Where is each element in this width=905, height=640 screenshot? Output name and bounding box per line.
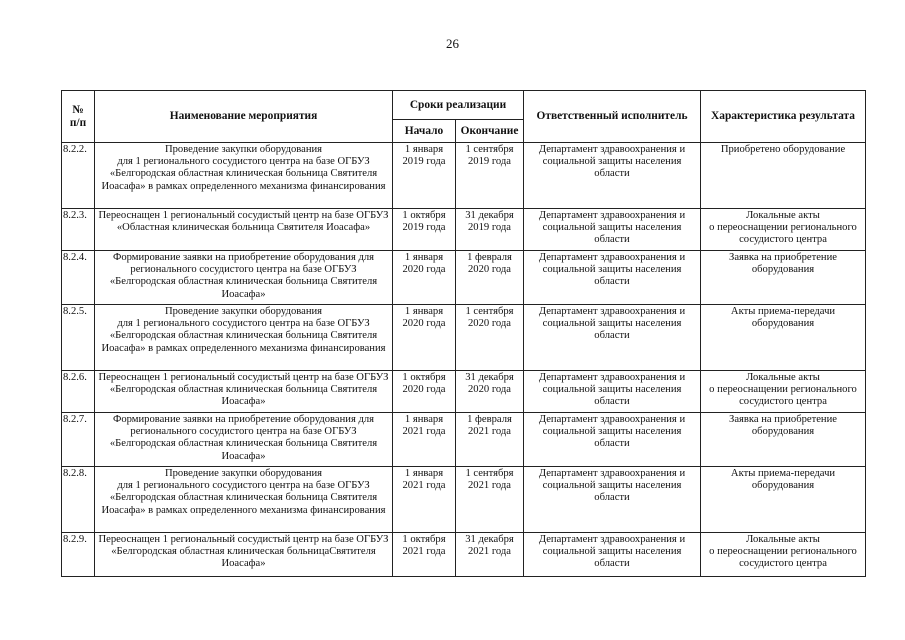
row-responsible: Департамент здравоохранения и социальной защиты населения области (524, 413, 701, 467)
page-number: 26 (446, 36, 459, 51)
row-name: Переоснащен 1 региональный сосудистый центр на базе ОГБУЗ «Белгородская областная клиническая больница Святителя Иоасафа» (95, 371, 393, 413)
header-num: № п/п (62, 91, 95, 143)
row-result: Заявка на приобретение оборудования (701, 413, 866, 467)
table-row (62, 305, 866, 371)
header-end: Окончание (456, 120, 524, 143)
table-row (62, 533, 866, 577)
row-responsible: Департамент здравоохранения и социальной защиты населения области (524, 533, 701, 577)
row-responsible: Департамент здравоохранения и социальной защиты населения области (524, 305, 701, 371)
row-start-date: 1 октября 2020 года (393, 371, 456, 413)
row-num: 8.2.6. (62, 371, 95, 413)
row-num: 8.2.4. (62, 251, 95, 305)
row-result: Локальные акты о переоснащении регионального сосудистого центра (701, 371, 866, 413)
row-result: Локальные акты о переоснащении регионального сосудистого центра (701, 533, 866, 577)
row-name: Проведение закупки оборудования для 1 регионального сосудистого центра на базе ОГБУЗ «Белгородская областная клиническая больница Святителя Иоасафа» в рамках определенного механизма финансирования (95, 143, 393, 209)
header-responsible: Ответственный исполнитель (524, 91, 701, 143)
header-start: Начало (393, 120, 456, 143)
row-responsible: Департамент здравоохранения и социальной защиты населения области (524, 251, 701, 305)
row-end-date: 31 декабря 2020 года (456, 371, 524, 413)
row-num: 8.2.2. (62, 143, 95, 209)
table-row (62, 413, 866, 467)
row-num: 8.2.5. (62, 305, 95, 371)
table-row (62, 143, 866, 209)
table-body (62, 143, 866, 577)
row-end-date: 1 сентября 2021 года (456, 467, 524, 533)
header-result: Характеристика результата (701, 91, 866, 143)
row-num: 8.2.9. (62, 533, 95, 577)
header-period: Сроки реализации (393, 91, 524, 120)
row-responsible: Департамент здравоохранения и социальной защиты населения области (524, 371, 701, 413)
row-end-date: 1 февраля 2021 года (456, 413, 524, 467)
row-name: Проведение закупки оборудования для 1 регионального сосудистого центра на базе ОГБУЗ «Белгородская областная клиническая больница Святителя Иоасафа» в рамках определенного механизма финансирования (95, 305, 393, 371)
table-header-row (62, 91, 866, 120)
row-name: Переоснащен 1 региональный сосудистый центр на базе ОГБУЗ «Белгородская областная клиническая больницаСвятителя Иоасафа» (95, 533, 393, 577)
row-result: Локальные акты о переоснащении регионального сосудистого центра (701, 209, 866, 251)
table-row (62, 371, 866, 413)
row-end-date: 31 декабря 2021 года (456, 533, 524, 577)
row-start-date: 1 января 2020 года (393, 251, 456, 305)
action-plan-table (61, 90, 866, 577)
row-name: Проведение закупки оборудования для 1 регионального сосудистого центра на базе ОГБУЗ «Белгородская областная клиническая больница Святителя Иоасафа» в рамках определенного механизма финансирования (95, 467, 393, 533)
table-row (62, 251, 866, 305)
row-start-date: 1 октября 2021 года (393, 533, 456, 577)
row-result: Приобретено оборудование (701, 143, 866, 209)
row-name: Формирование заявки на приобретение оборудования для регионального сосудистого центра на базе ОГБУЗ «Белгородская областная клиническая больница Святителя Иоасафа» (95, 413, 393, 467)
row-responsible: Департамент здравоохранения и социальной защиты населения области (524, 467, 701, 533)
row-start-date: 1 октября 2019 года (393, 209, 456, 251)
row-result: Заявка на приобретение оборудования (701, 251, 866, 305)
row-end-date: 1 февраля 2020 года (456, 251, 524, 305)
row-responsible: Департамент здравоохранения и социальной защиты населения области (524, 209, 701, 251)
row-num: 8.2.7. (62, 413, 95, 467)
table-row (62, 209, 866, 251)
row-start-date: 1 января 2020 года (393, 305, 456, 371)
row-start-date: 1 января 2021 года (393, 413, 456, 467)
row-end-date: 31 декабря 2019 года (456, 209, 524, 251)
row-start-date: 1 января 2019 года (393, 143, 456, 209)
row-result: Акты приема-передачи оборудования (701, 467, 866, 533)
row-responsible: Департамент здравоохранения и социальной защиты населения области (524, 143, 701, 209)
row-start-date: 1 января 2021 года (393, 467, 456, 533)
row-num: 8.2.3. (62, 209, 95, 251)
row-end-date: 1 сентября 2019 года (456, 143, 524, 209)
row-end-date: 1 сентября 2020 года (456, 305, 524, 371)
row-name: Переоснащен 1 региональный сосудистый центр на базе ОГБУЗ «Областная клиническая больница Святителя Иоасафа» (95, 209, 393, 251)
header-name: Наименование мероприятия (95, 91, 393, 143)
row-name: Формирование заявки на приобретение оборудования для регионального сосудистого центра на базе ОГБУЗ «Белгородская областная клиническая больница Святителя Иоасафа» (95, 251, 393, 305)
row-result: Акты приема-передачи оборудования (701, 305, 866, 371)
row-num: 8.2.8. (62, 467, 95, 533)
table-row (62, 467, 866, 533)
